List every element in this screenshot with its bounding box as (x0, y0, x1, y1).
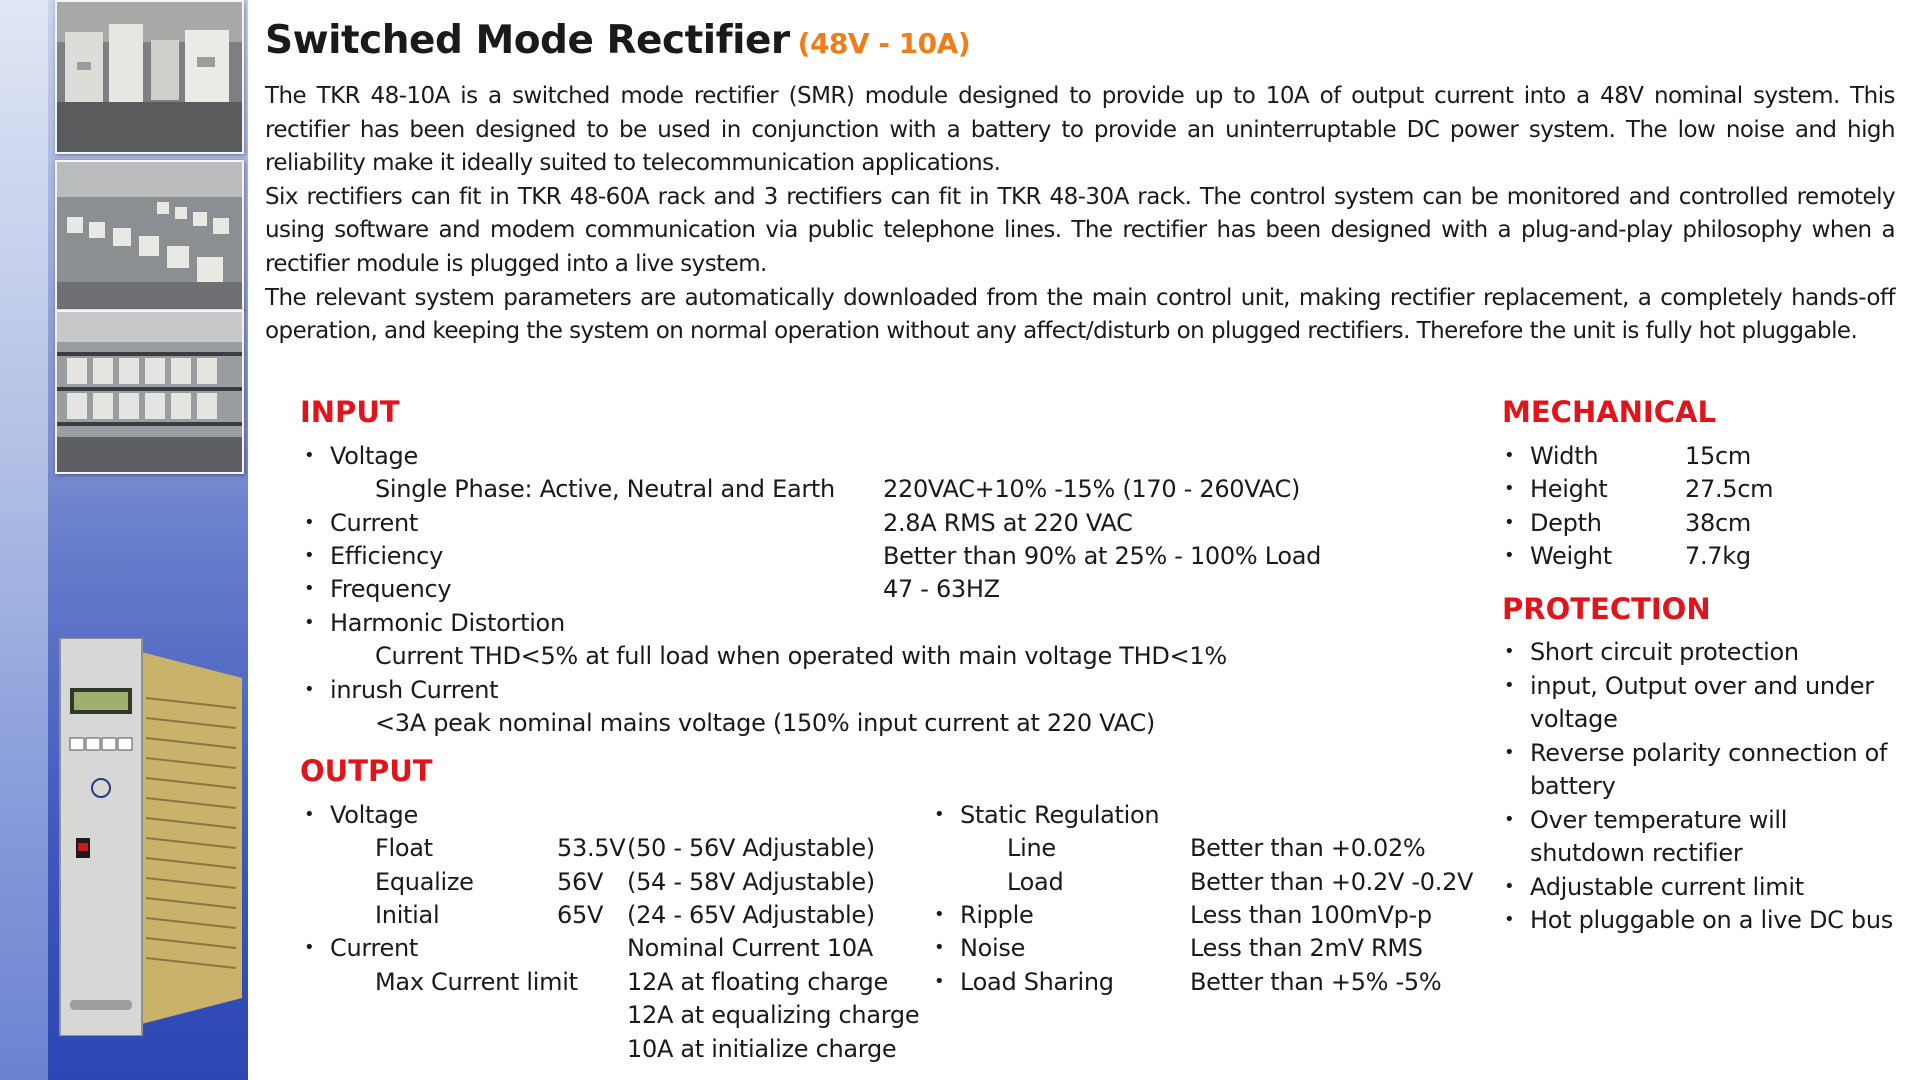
bullet: • (1504, 478, 1515, 499)
input-frequency-label: Frequency (330, 575, 452, 603)
mechanical-row (1504, 441, 1751, 471)
input-inrush-label: inrush Current (330, 676, 499, 704)
output-max-value: 10A at initialize charge (627, 1035, 897, 1063)
output-ripple-row (934, 900, 1432, 930)
input-efficiency-label: Efficiency (330, 542, 443, 570)
mechanical-value: 15cm (1685, 442, 1751, 470)
output-current-row (304, 933, 873, 963)
mechanical-value: 38cm (1685, 509, 1751, 537)
output-max-value: 12A at floating charge (627, 968, 888, 996)
protection-item (1504, 671, 1874, 701)
bullet: • (934, 971, 945, 992)
output-float-row (375, 833, 875, 863)
output-max-row (375, 967, 888, 997)
input-current-value: 2.8A RMS at 220 VAC (883, 509, 1133, 537)
rack-storage-photo (55, 310, 244, 474)
protection-label: voltage (1530, 705, 1618, 733)
output-sharing-row (934, 967, 1442, 997)
mechanical-label: Weight (1530, 542, 1612, 570)
bullet: • (304, 804, 315, 825)
protection-label: Reverse polarity connection of (1530, 739, 1888, 767)
protection-item (1504, 905, 1893, 935)
bullet: • (304, 612, 315, 633)
input-phase-value: 220VAC+10% -15% (170 - 260VAC) (883, 475, 1301, 503)
output-initial-row (375, 900, 875, 930)
protection-heading: PROTECTION (1502, 592, 1711, 626)
bullet: • (934, 804, 945, 825)
output-initial-label: Initial (375, 901, 440, 929)
output-load-label: Load (1007, 868, 1064, 896)
output-voltage-row (304, 800, 418, 830)
output-noise-row (934, 933, 1423, 963)
bullet: • (304, 679, 315, 700)
input-current-label: Current (330, 509, 419, 537)
input-efficiency-row (304, 541, 1322, 571)
protection-item (1504, 637, 1799, 667)
protection-item (1504, 872, 1804, 902)
output-static-row (934, 800, 1160, 830)
protection-label: Over temperature will (1530, 806, 1788, 834)
output-equalize-value: 56V (557, 868, 604, 896)
bullet: • (934, 904, 945, 925)
output-current-label: Current (330, 934, 419, 962)
protection-label: shutdown rectifier (1530, 839, 1743, 867)
output-noise-label: Noise (960, 934, 1026, 962)
protection-item (1504, 738, 1888, 768)
input-inrush-value-row (375, 708, 1155, 738)
bullet: • (1504, 445, 1515, 466)
mechanical-row (1504, 541, 1751, 571)
factory-photo (55, 0, 244, 154)
output-equalize-row (375, 867, 875, 897)
output-line-row (1007, 833, 1426, 863)
intro-text (265, 80, 1895, 349)
output-max-value: 12A at equalizing charge (627, 1001, 920, 1029)
bullet: • (304, 445, 315, 466)
protection-item (1504, 805, 1788, 835)
title-main: Switched Mode Rectifier (265, 18, 790, 63)
output-float-value: 53.5V (557, 834, 626, 862)
output-max-label: Max Current limit (375, 968, 578, 996)
input-harmonic-value: Current THD<5% at full load when operated with main voltage THD<1% (375, 642, 1227, 670)
output-max-row (627, 1000, 919, 1030)
protection-label: Adjustable current limit (1530, 873, 1804, 901)
bullet: • (304, 937, 315, 958)
output-float-label: Float (375, 834, 433, 862)
protection-label: Short circuit protection (1530, 638, 1799, 666)
output-line-label: Line (1007, 834, 1056, 862)
mechanical-label: Depth (1530, 509, 1602, 537)
output-heading: OUTPUT (300, 754, 433, 788)
protection-item-continued (1530, 704, 1618, 734)
protection-label: Hot pluggable on a live DC bus (1530, 906, 1893, 934)
input-inrush-value: <3A peak nominal mains voltage (150% input current at 220 VAC) (375, 709, 1155, 737)
output-equalize-label: Equalize (375, 868, 474, 896)
output-equalize-range: (54 - 58V Adjustable) (627, 868, 875, 896)
input-inrush-row (304, 675, 499, 705)
output-static-label: Static Regulation (960, 801, 1160, 829)
bullet: • (1504, 512, 1515, 533)
output-load-value: Better than +0.2V -0.2V (1190, 868, 1474, 896)
mechanical-heading: MECHANICAL (1502, 395, 1716, 429)
mechanical-label: Height (1530, 475, 1608, 503)
input-efficiency-value: Better than 90% at 25% - 100% Load (883, 542, 1322, 570)
mechanical-row (1504, 508, 1751, 538)
intro-paragraph: Six rectifiers can fit in TKR 48-60A rack and 3 rectifiers can fit in TKR 48-30A rack. The control system can be monitored and controlled remotely using software and modem communication via public telephone lines. The rectifier has been designed with a plug-and-play philosophy when a rectifier module is plugged into a live system. (265, 183, 1895, 277)
intro-paragraph: The relevant system parameters are automatically downloaded from the main control unit, making rectifier replacement, a completely hands-off operation, and keeping the system on normal operation without any affect/disturb on plugged rectifiers. Therefore the unit is fully hot pluggable. (265, 284, 1895, 345)
protection-item-continued (1530, 838, 1742, 868)
input-frequency-value: 47 - 63HZ (883, 575, 1000, 603)
protection-label: input, Output over and under (1530, 672, 1874, 700)
mechanical-value: 27.5cm (1685, 475, 1774, 503)
bullet: • (304, 545, 315, 566)
mechanical-row (1504, 474, 1774, 504)
bullet: • (1504, 675, 1515, 696)
bullet: • (304, 512, 315, 533)
protection-item-continued (1530, 771, 1616, 801)
output-sharing-value: Better than +5% -5% (1190, 968, 1442, 996)
bullet: • (304, 578, 315, 599)
output-float-range: (50 - 56V Adjustable) (627, 834, 875, 862)
bullet: • (934, 937, 945, 958)
input-harmonic-row (304, 608, 565, 638)
input-heading: INPUT (300, 395, 400, 429)
output-current-value: Nominal Current 10A (627, 934, 873, 962)
output-max-row (627, 1034, 896, 1064)
output-load-row (1007, 867, 1474, 897)
output-initial-value: 65V (557, 901, 604, 929)
input-frequency-row (304, 574, 1000, 604)
bullet: • (1504, 641, 1515, 662)
bullet: • (1504, 809, 1515, 830)
output-noise-value: Less than 2mV RMS (1190, 934, 1423, 962)
mechanical-value: 7.7kg (1685, 542, 1751, 570)
input-current-row (304, 508, 1133, 538)
input-harmonic-label: Harmonic Distortion (330, 609, 565, 637)
output-line-value: Better than +0.02% (1190, 834, 1426, 862)
bullet: • (1504, 545, 1515, 566)
output-sharing-label: Load Sharing (960, 968, 1114, 996)
output-voltage-label: Voltage (330, 801, 418, 829)
bullet: • (1504, 742, 1515, 763)
page-title (265, 18, 970, 63)
input-phase-row (375, 474, 1301, 504)
title-subtitle: (48V - 10A) (797, 27, 971, 60)
production-line-photo (55, 160, 244, 311)
input-voltage-label: Voltage (330, 442, 418, 470)
output-ripple-value: Less than 100mVp-p (1190, 901, 1432, 929)
bullet: • (1504, 876, 1515, 897)
input-phase-label: Single Phase: Active, Neutral and Earth (375, 475, 835, 503)
input-harmonic-value-row (375, 641, 1227, 671)
mechanical-label: Width (1530, 442, 1599, 470)
intro-paragraph: The TKR 48-10A is a switched mode rectifier (SMR) module designed to provide up to 10A of output current into a 48V nominal system. This rectifier has been designed to be used in conjunction with a battery to provide an uninterruptable DC power system. The low noise and high reliability make it ideally suited to telecommunication applications. (265, 83, 1895, 177)
input-voltage-row (304, 441, 418, 471)
rectifier-module-photo (56, 638, 242, 1036)
output-ripple-label: Ripple (960, 901, 1034, 929)
protection-label: battery (1530, 772, 1616, 800)
bullet: • (1504, 909, 1515, 930)
output-initial-range: (24 - 65V Adjustable) (627, 901, 875, 929)
